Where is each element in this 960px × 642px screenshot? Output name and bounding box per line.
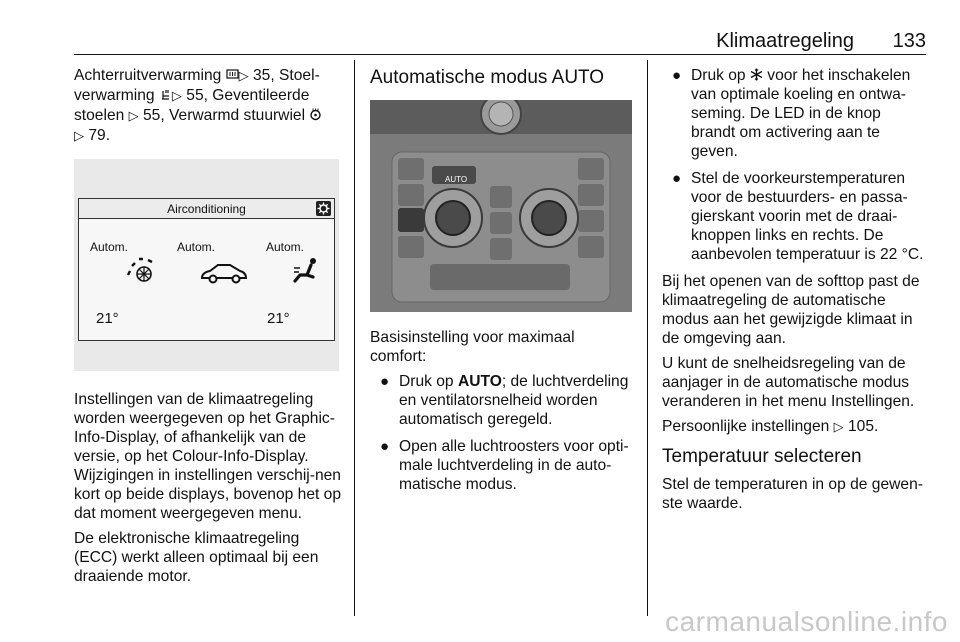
section-heading: Temperatuur selecteren [662, 446, 862, 467]
list-item: ● Open alle luchtroosters voor opti-male luchtverdeling in de auto-matische modus. [380, 438, 629, 493]
display-screen [78, 198, 335, 341]
display-title: Airconditioning [79, 199, 334, 219]
bullet-dot: ● [380, 373, 390, 390]
page-header [74, 30, 926, 52]
distribution-mode-label: Autom. [266, 240, 305, 254]
auto-button-label: AUTO [445, 175, 468, 184]
bullet-dot: ● [672, 67, 682, 84]
climate-control-panel-photo [370, 100, 632, 312]
paragraph: De elektronische klimaatregeling (ECC) werkt alleen optimaal bij een draaiende motor. [74, 530, 319, 585]
watermark: carmanualsonline.info [665, 606, 948, 637]
auto-keyword: AUTO [457, 373, 502, 390]
paragraph: Basisinstelling voor maximaal comfort: [370, 329, 575, 365]
bullet-dot: ● [672, 170, 682, 187]
arrow-ref-icon: ▷ [238, 69, 249, 84]
passenger-temperature: 21° [267, 310, 290, 327]
header-rule [74, 54, 926, 55]
fan-mode-label: Autom. [90, 240, 129, 254]
control-panel-drawing [370, 100, 632, 312]
seated-person-airflow-icon [290, 256, 320, 286]
paragraph: Bij het openen van de softtop past de klimaatregeling de automatische modus aan het gewijzigde klimaat in de omgeving aan. [662, 273, 920, 347]
paragraph: U kunt de snelheidsregeling van de aanjager in de automatische modus veranderen in het menu Instellingen. [662, 355, 915, 410]
page-title: Klimaatregeling [716, 30, 854, 52]
airflow-mode-label: Autom. [177, 240, 216, 254]
column-divider [647, 60, 648, 616]
paragraph: Instellingen van de klimaatregeling worden weergegeven op het Graphic-Info-Display, of afhankelijk van de versie, op het Colour-Info-Display. Wijzigingen in instellingen verschij-nen kort op beide displays, bovenop het op dat moment weergegeven menu. [74, 391, 342, 522]
snowflake-icon [750, 68, 763, 81]
settings-icon [316, 201, 331, 216]
arrow-ref-icon: ▷ [833, 420, 844, 435]
list-item: ● Druk op voor het inschakelen van optimale koeling en ontwa-seming. De LED in de knop brandt om activering aan te geven. [672, 67, 911, 160]
list-item: ● Druk op AUTO; de luchtverdeling en ventilatorsnelheid worden automatisch geregeld. [380, 373, 629, 428]
column-2 [370, 66, 632, 502]
car-airflow-icon [199, 261, 249, 285]
paragraph: Persoonlijke instellingen ▷ 105. [662, 418, 879, 435]
paragraph: Stel de temperaturen in op de gewen-ste waarde. [662, 476, 923, 512]
steering-wheel-heating-icon [309, 108, 322, 121]
section-heading: Automatische modus AUTO [370, 67, 605, 88]
driver-temperature: 21° [96, 310, 119, 327]
column-3 [662, 66, 928, 519]
arrow-ref-icon: ▷ [171, 89, 182, 104]
page-number: 133 [892, 30, 926, 52]
rear-window-heating-icon [226, 68, 239, 81]
column-1 [74, 66, 344, 592]
seat-heating-icon [159, 88, 172, 101]
cross-reference-paragraph: Achterruitverwarming ▷ 35, Stoel-verwarming ▷ 55, Geventileerde stoelen ▷ 55, Verwarmd stuurwiel ▷ 79. [74, 66, 344, 146]
arrow-ref-icon: ▷ [74, 129, 84, 144]
column-divider [354, 60, 355, 616]
bullet-dot: ● [380, 438, 390, 455]
fan-icon [125, 256, 159, 286]
arrow-ref-icon: ▷ [128, 109, 139, 124]
list-item: ● Stel de voorkeurstemperaturen voor de bestuurders- en passa-gierskant voorin met de draai-knoppen links en rechts. De aanbevolen temperatuur is 22 °C. [672, 170, 924, 263]
airconditioning-display-figure [74, 159, 339, 371]
